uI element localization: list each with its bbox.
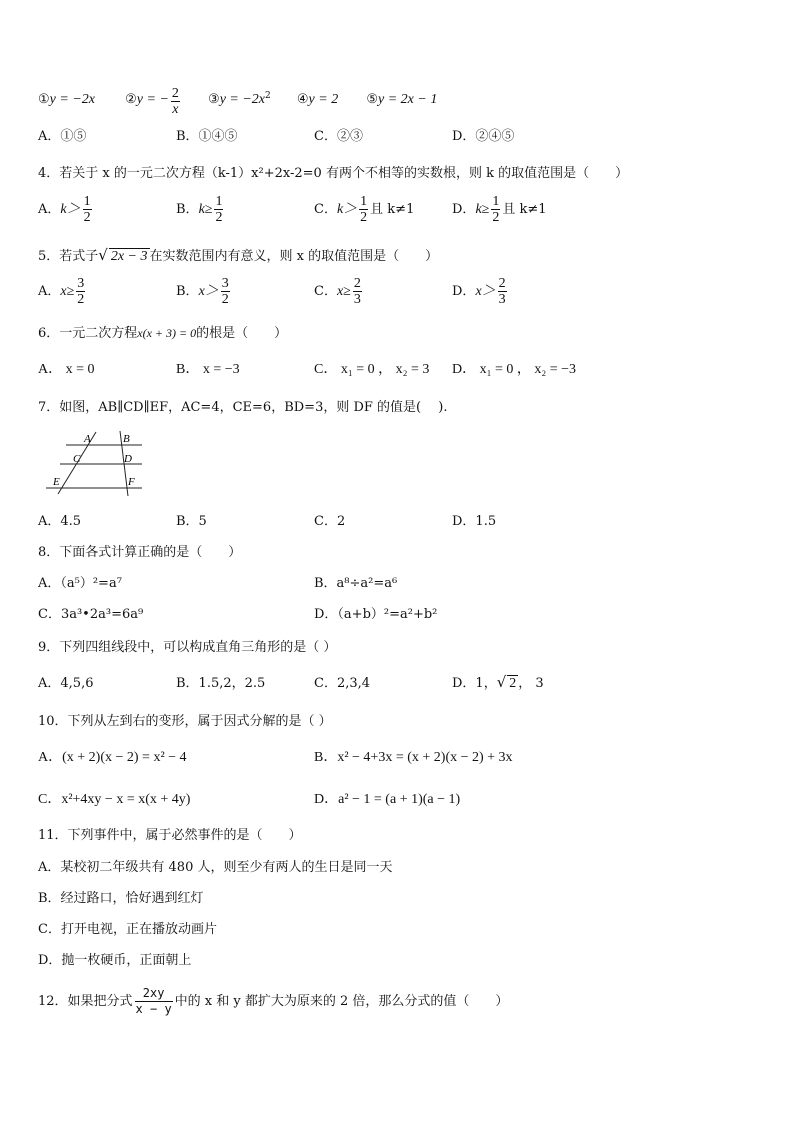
option-tail: ， 3: [518, 676, 544, 691]
q7-option-c[interactable]: C．2: [314, 514, 346, 529]
option-expr: k≥: [198, 202, 213, 217]
option-expr: k≥: [475, 202, 490, 217]
option-fraction: [214, 194, 223, 225]
q8-text: 8．下面各式计算正确的是（ ）: [38, 545, 242, 560]
option-expr: x＞: [198, 284, 219, 299]
option-fraction: [491, 194, 500, 225]
q9-option-b[interactable]: B．1.5,2，2.5: [176, 676, 266, 691]
q12-prefix: 12．如果把分式: [38, 994, 133, 1009]
frac-num: 1: [492, 194, 500, 209]
q5-text: [38, 245, 438, 265]
q3-func-3: y = −2x: [219, 92, 266, 107]
q8-option-a[interactable]: A．（a⁵）²=a⁷: [38, 576, 122, 591]
q6-suffix: 的根是（ ）: [196, 326, 288, 341]
q3-option-c[interactable]: C．②③: [314, 129, 363, 144]
q9-text: 9．下列四组线段中，可以构成直角三角形的是（ ）: [38, 640, 337, 655]
frac-num: 1: [360, 194, 368, 209]
q8-option-c[interactable]: C．3a³•2a³=6a⁹: [38, 607, 144, 622]
q5-option-a[interactable]: [38, 276, 87, 307]
q3-func-1: y = −2x: [49, 92, 95, 107]
option-expr: k＞: [336, 202, 358, 217]
q10-option-c[interactable]: C．x²+4xy − x = x(x + 4y): [38, 792, 191, 807]
q4-option-c[interactable]: [314, 194, 414, 225]
q12-text: [38, 986, 508, 1017]
parallel-lines-figure: [44, 428, 148, 498]
circled-5: ⑤: [366, 92, 379, 107]
q10-option-a[interactable]: A．(x + 2)(x − 2) = x² − 4: [38, 750, 187, 765]
label-d: D: [124, 453, 132, 465]
option-radicand: 2: [509, 676, 517, 691]
option-expr: x≥: [60, 284, 75, 299]
q4-option-d[interactable]: [452, 194, 547, 225]
q3-fraction: [171, 86, 180, 117]
frac-num: 2xy: [135, 986, 173, 1002]
q5-option-c[interactable]: [314, 276, 364, 307]
option-fraction: [359, 194, 368, 225]
q5-option-d[interactable]: [452, 276, 509, 307]
option-fraction: [83, 194, 92, 225]
q9-option-d[interactable]: [452, 672, 544, 692]
frac-den: 2: [360, 210, 368, 225]
option-label: D．1，: [452, 676, 497, 691]
frac-den: 2: [83, 210, 91, 225]
option-label: B．: [176, 202, 199, 217]
q4-text: 4．若关于 x 的一元二次方程（k-1）x²+2x-2=0 有两个不相等的实数根，则 k 的取值范围是（ ）: [38, 166, 629, 181]
q11-option-d[interactable]: D．抛一枚硬币，正面朝上: [38, 953, 192, 968]
q7-option-d[interactable]: D．1.5: [452, 514, 497, 529]
q10-option-d[interactable]: D．a² − 1 = (a + 1)(a − 1): [314, 792, 461, 807]
option-fraction: [76, 276, 85, 307]
q7-text: 7．如图，AB∥CD∥EF，AC=4，CE=6，BD=3，则 DF 的值是( ).: [38, 400, 448, 415]
q3-frac-den: x: [172, 102, 179, 117]
option-label: D．: [452, 202, 476, 217]
option-fraction: [498, 276, 507, 307]
q5-suffix: 在实数范围内有意义，则 x 的取值范围是（ ）: [149, 249, 439, 264]
radical-sign: √: [496, 673, 507, 691]
frac-num: 2: [498, 276, 506, 291]
q3-exp: 2: [265, 91, 271, 101]
label-b: B: [123, 433, 130, 445]
q6-option-a[interactable]: A． x = 0: [38, 362, 95, 377]
option-tail: 且 k≠1: [502, 202, 547, 217]
q6-text: [38, 322, 287, 341]
option-label: C．: [314, 284, 337, 299]
q4-option-a[interactable]: [38, 194, 94, 225]
frac-den: x − y: [135, 1002, 172, 1016]
q6-option-b[interactable]: B． x = −3: [176, 362, 240, 377]
q6-option-c[interactable]: C． x₁ = 0 ， x₂ = 3: [314, 362, 430, 377]
frac-num: 1: [83, 194, 91, 209]
option-label: A．: [38, 284, 61, 299]
q3-option-b[interactable]: B．①④⑤: [176, 129, 238, 144]
q6-prefix: 6．一元二次方程: [38, 326, 138, 341]
q3-option-d[interactable]: D．②④⑤: [452, 129, 515, 144]
q10-text: 10．下列从左到右的变形，属于因式分解的是（ ）: [38, 714, 332, 729]
q4-option-b[interactable]: [176, 194, 225, 225]
frac-den: 2: [77, 292, 85, 307]
option-fraction: [221, 276, 230, 307]
q3-func-5: y = 2x − 1: [378, 92, 438, 107]
q3-func-2: y = −: [136, 92, 169, 107]
circled-3: ③: [208, 92, 220, 107]
q6-option-d[interactable]: D． x₁ = 0 ， x₂ = −3: [452, 362, 577, 377]
q3-func-4: y = 2: [308, 92, 339, 107]
q3-frac-num: 2: [171, 86, 179, 101]
circled-4: ④: [296, 92, 309, 107]
q5-option-b[interactable]: [176, 276, 232, 307]
q11-option-b[interactable]: B．经过路口，恰好遇到红灯: [38, 891, 204, 906]
label-a: A: [84, 433, 91, 445]
q7-option-a[interactable]: A．4.5: [38, 514, 82, 529]
q3-option-a[interactable]: A．①⑤: [38, 129, 87, 144]
frac-den: 2: [215, 210, 223, 225]
q3-items: [38, 86, 437, 117]
q8-option-b[interactable]: B．a⁸÷a²=a⁶: [314, 576, 398, 591]
option-tail: 且 k≠1: [370, 202, 415, 217]
frac-den: 2: [221, 292, 229, 307]
label-e: E: [53, 476, 60, 488]
frac-den: 2: [492, 210, 500, 225]
q9-option-a[interactable]: A．4,5,6: [38, 676, 94, 691]
q5-radicand: 2x − 3: [110, 249, 148, 264]
frac-num: 1: [215, 194, 223, 209]
label-c: C: [73, 453, 81, 465]
q5-prefix: 5．若式子: [38, 249, 99, 264]
radical-sign: √: [98, 246, 108, 264]
option-label: B．: [176, 284, 199, 299]
q11-text: 11．下列事件中，属于必然事件的是（ ）: [38, 828, 302, 843]
q6-equation: x(x + 3) = 0: [137, 326, 197, 340]
q9-option-c[interactable]: C．2,3,4: [314, 676, 371, 691]
circled-1: ①: [38, 92, 50, 107]
frac-num: 3: [221, 276, 229, 291]
label-f: F: [128, 476, 135, 488]
q7-option-b[interactable]: B．5: [176, 514, 207, 529]
frac-den: 3: [353, 292, 361, 307]
frac-den: 3: [498, 292, 506, 307]
option-fraction: [353, 276, 362, 307]
option-expr: x≥: [336, 284, 351, 299]
frac-num: 2: [353, 276, 361, 291]
q11-option-a[interactable]: A．某校初二年级共有 480 人，则至少有两人的生日是同一天: [38, 860, 393, 875]
q8-option-d[interactable]: D．（a+b）²=a²+b²: [314, 607, 438, 622]
frac-num: 3: [77, 276, 85, 291]
option-label: A．: [38, 202, 61, 217]
q12-fraction: [135, 986, 173, 1017]
option-label: C．: [314, 202, 337, 217]
option-expr: x＞: [475, 284, 496, 299]
option-expr: k＞: [60, 202, 81, 217]
q12-suffix: 中的 x 和 y 都扩大为原来的 2 倍，那么分式的值（ ）: [174, 994, 509, 1009]
circled-2: ②: [125, 92, 137, 107]
option-label: D．: [452, 284, 476, 299]
q10-option-b[interactable]: B．x² − 4+3x = (x + 2)(x − 2) + 3x: [314, 750, 513, 765]
q11-option-c[interactable]: C．打开电视，正在播放动画片: [38, 922, 217, 937]
